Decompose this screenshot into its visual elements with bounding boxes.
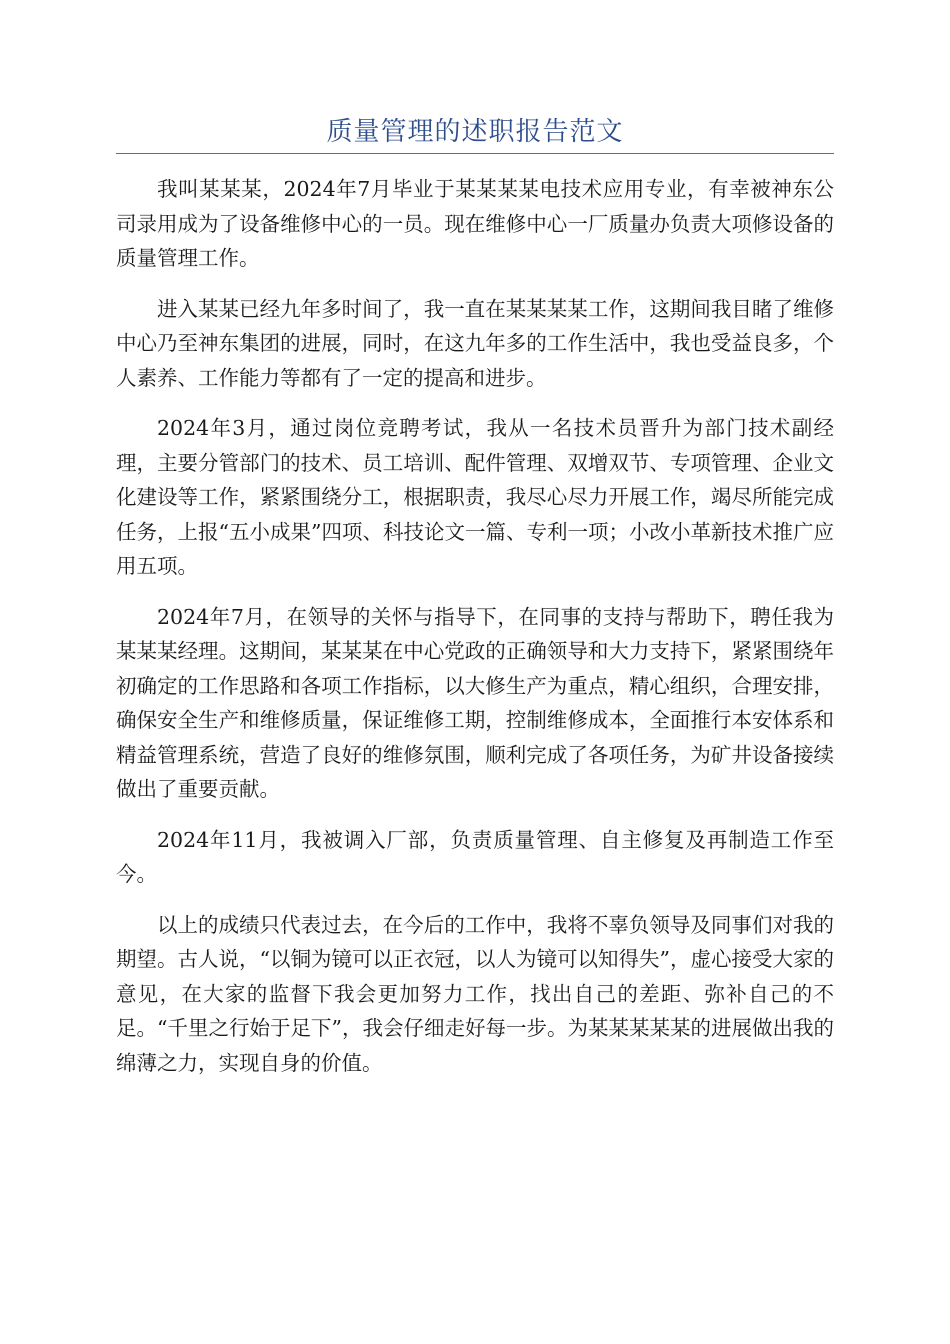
title-underline (116, 153, 834, 154)
document-body (116, 172, 834, 1096)
paragraph-2: 进入某某已经九年多时间了，我一直在某某某某工作，这期间我目睹了维修中心乃至神东集团的进展，同时，在这九年多的工作生活中，我也受益良多，个人素养、工作能力等都有了一定的提高和进步。 (116, 296, 834, 390)
paragraph-5: 2024年11月，我被调入厂部，负责质量管理、自主修复及再制造工作至今。 (116, 827, 834, 886)
paragraph-3: 2024年3月，通过岗位竞聘考试，我从一名技术员晋升为部门技术副经理，主要分管部门的技术、员工培训、配件管理、双增双节、专项管理、企业文化建设等工作，紧紧围绕分工，根据职责，我尽心尽力开展工作，竭尽所能完成任务，上报“五小成果”四项、科技论文一篇、专利一项；小改小革新技术推广应用五项。 (116, 416, 834, 578)
paragraph-4: 2024年7月，在领导的关怀与指导下，在同事的支持与帮助下，聘任我为某某某经理。这期间，某某某在中心党政的正确领导和大力支持下，紧紧围绕年初确定的工作思路和各项工作指标，以大修生产为重点，精心组织，合理安排，确保安全生产和维修质量，保证维修工期，控制维修成本，全面推行本安体系和精益管理系统，营造了良好的维修氛围，顺利完成了各项任务，为矿井设备接续做出了重要贡献。 (116, 604, 834, 801)
document-title: 质量管理的述职报告范文 (326, 117, 624, 147)
paragraph-6: 以上的成绩只代表过去，在今后的工作中，我将不辜负领导及同事们对我的期望。古人说，“以铜为镜可以正衣冠，以人为镜可以知得失”，虚心接受大家的意见，在大家的监督下我会更加努力工作，找出自己的差距、弥补自己的不足。“千里之行始于足下”，我会仔细走好每一步。为某某某某某的进展做出我的绵薄之力，实现自身的价值。 (116, 912, 834, 1075)
paragraph-1: 我叫某某某，2024年7月毕业于某某某某电技术应用专业，有幸被神东公司录用成为了设备维修中心的一员。现在维修中心一厂质量办负责大项修设备的质量管理工作。 (116, 177, 834, 270)
